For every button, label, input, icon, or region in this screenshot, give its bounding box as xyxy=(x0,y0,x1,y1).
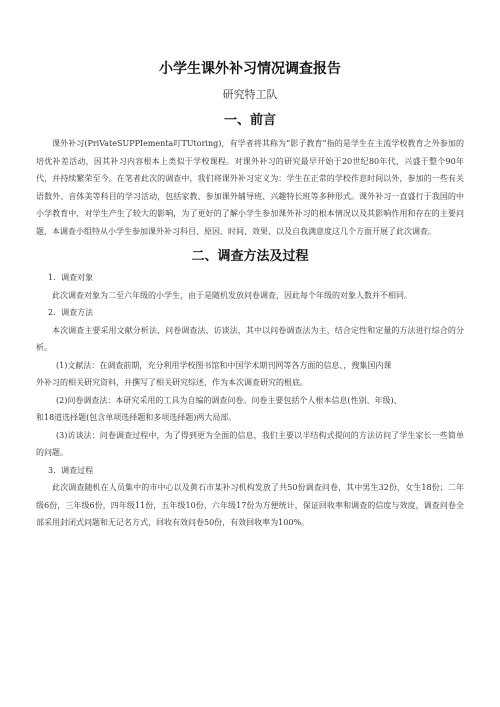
report-title: 小学生课外补习情况调查报告 xyxy=(159,61,341,77)
author-line: 研究特工队 xyxy=(222,88,278,101)
process-paragraph: 此次调查随机在人员集中的市中心以及黄石市某补习机构发放了共50份调查问卷，其中男生32份，女生18份；二年级6份，三年级6份，四年级11份，五年级10份，六年级17份为方便统计，保证回收率和调查的信度与效度，调查问卷全部采用封闭式问题和无记名方式，回收有效问卷50份，有效回收率为100%。 xyxy=(36,483,464,527)
methods-paragraph: 本次调查主要采用文献分析法、问卷调查法、访谈法，其中以问卷调查法为主，结合定性和定量的方法进行综合的分析。 xyxy=(36,325,464,352)
interview-method-paragraph: (3)访谈法：问卷调查过程中，为了得到更为全面的信息，我们主要以半结构式提问的方法访问了学生家长一些简单的问题。 xyxy=(36,430,464,457)
subjects-paragraph: 此次调查对象为二至六年级的小学生，由于是随机发放问卷调查，因此每个年级的对象人数并不相同。 xyxy=(52,290,412,300)
section-heading-preface: 一、前言 xyxy=(223,113,276,128)
item-heading-subjects: 1．调查对象 xyxy=(48,273,94,282)
questionnaire-method-continuation: 和18道选择题(包含单项选择题和多项选择题)两大局部。 xyxy=(36,413,237,422)
section-heading-methods: 二、调查方法及过程 xyxy=(191,249,309,264)
literature-method-line: (1)文献法：在调查前期，充分利用学校图书馆和中国学术期刊网等各方面的信息、，搜集国内课 xyxy=(56,360,392,370)
item-heading-methods: 2．调查方法 xyxy=(48,308,94,317)
questionnaire-method-line: (2)问卷调查法：本研究采用的工具为自编的调查问卷。问卷主要包括个人根本信息(性别、年级)、 xyxy=(56,395,402,405)
literature-method-continuation: 外补习的相关研究资料，并撰写了相关研究综述，作为本次调查研究的根底。 xyxy=(36,378,308,387)
item-heading-process: 3．调查过程 xyxy=(48,465,94,475)
preface-paragraph: 课外补习(PriVateSUPPIementa叮TUtoring)，有学者将其称为“影子教育”指的是学生在主流学校教育之外参加的培优补差活动，因其补习内容根本上类似于学校课程。对课外补习的研究最早开始于20世纪80年代，兴盛于整个90年代，并持续繁荣至今。在笔者此次的调查中，我们将课外补习定义为：学生在正常的学校作息时间以外，参加的一些有关语数外、音体美等科目的学习活动，包括家教、参加课外辅导班、兴趣特长班等多种形式。课外补习一直盛行于我国的中小学教育中，对学生产生了较大的影响，为了更好的了解小学生参加课外补习的根本情况以及其影响作用和存在的主要问题，本调查小组特从小学生参加课外补习科目、原因、时间、效果、以及自我满意度这几个方面开展了此次调查。 xyxy=(36,139,464,236)
